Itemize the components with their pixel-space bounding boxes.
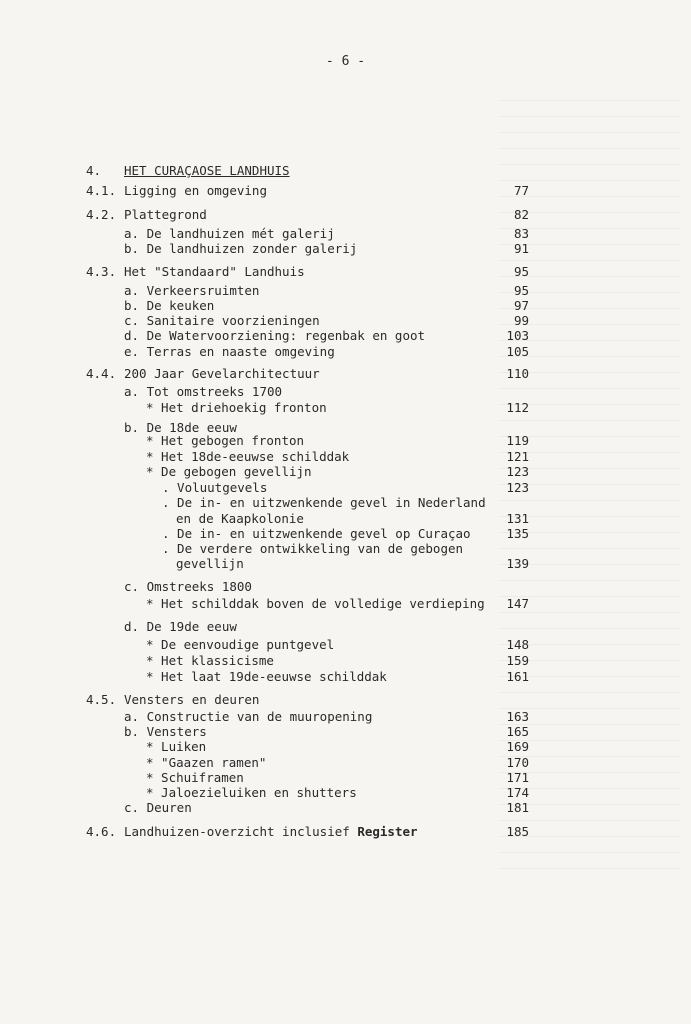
toc-page-number: 119 [506, 433, 529, 448]
toc-title [162, 480, 267, 496]
toc-section-number: 4.5. [86, 692, 117, 707]
toc-title [124, 692, 259, 708]
toc-title [146, 596, 485, 612]
toc-title-text: Ligging en omgeving [124, 183, 267, 198]
toc-page-number: 171 [506, 770, 529, 785]
toc-page-number: 83 [513, 226, 529, 241]
toc-title [146, 669, 387, 685]
toc-title-text: b. Vensters [124, 724, 207, 739]
toc-title [124, 328, 425, 344]
toc-title-text: 200 Jaar Gevelarchitectuur [124, 366, 320, 381]
toc-page-number: 161 [506, 669, 529, 684]
toc-title [146, 637, 334, 653]
toc-page-number: 123 [506, 480, 529, 495]
toc-title-text: b. De landhuizen zonder galerij [124, 241, 358, 256]
toc-title-text: a. Tot omstreeks 1700 [124, 384, 283, 399]
toc-title-text: * De eenvoudige puntgevel [146, 637, 335, 652]
toc-title-text: * Het klassicisme [146, 653, 274, 668]
toc-page-number: 121 [506, 449, 529, 464]
toc-title-text: d. De 19de eeuw [124, 619, 237, 634]
toc-title-text: * "Gaazen ramen" [146, 755, 267, 770]
toc-title [162, 526, 471, 542]
toc-page-number: 139 [506, 556, 529, 571]
toc-title-text: Het "Standaard" Landhuis [124, 264, 305, 279]
toc-title [124, 298, 214, 314]
toc-title [146, 739, 206, 755]
toc-page-number: 165 [506, 724, 529, 739]
toc-title-text: c. Deuren [124, 800, 192, 815]
toc-page-number: 169 [506, 739, 529, 754]
toc-page-number: 105 [506, 344, 529, 359]
toc-title-text: * Jaloezieluiken en shutters [146, 785, 357, 800]
toc-title-text: a. Constructie van de muuropening [124, 709, 373, 724]
toc-title [124, 163, 290, 179]
toc-title [146, 653, 274, 669]
page-number: - 6 - [325, 54, 366, 69]
toc-title-text: . Voluutgevels [162, 480, 268, 495]
toc-page-number: 148 [506, 637, 529, 652]
toc-title-text: a. De landhuizen mét galerij [124, 226, 335, 241]
toc-title [146, 785, 357, 801]
toc-title [124, 207, 207, 223]
toc-title-text: * Luiken [146, 739, 207, 754]
toc-title-text: e. Terras en naaste omgeving [124, 344, 335, 359]
toc-title-text: * Het laat 19de-eeuwse schilddak [146, 669, 387, 684]
toc-title-text: a. Verkeersruimten [124, 283, 260, 298]
toc-page-number: 131 [506, 511, 529, 526]
toc-section-number: 4.1. [86, 183, 117, 198]
toc-title [176, 511, 304, 527]
toc-title [124, 384, 282, 400]
toc-title-text: . De in- en uitzwenkende gevel op Curaçao [162, 526, 471, 541]
toc-page-number: 82 [513, 207, 529, 222]
toc-title [124, 824, 418, 840]
toc-title [124, 709, 372, 725]
toc-section-number: 4.4. [86, 366, 117, 381]
toc-title-text: b. De 18de eeuw [124, 420, 237, 435]
toc-title-text: d. De Watervoorziening: regenbak en goot [124, 328, 426, 343]
toc-title [162, 495, 486, 511]
toc-page-number: 97 [513, 298, 529, 313]
toc-title-text: b. De keuken [124, 298, 215, 313]
toc-title [124, 226, 335, 242]
toc-page-number: 147 [506, 596, 529, 611]
toc-title-text: * De gebogen gevellijn [146, 464, 312, 479]
toc-page-number: 163 [506, 709, 529, 724]
toc-title [124, 313, 320, 329]
toc-title-text: * Het 18de-eeuwse schilddak [146, 449, 350, 464]
toc-title-text: * Het gebogen fronton [146, 433, 305, 448]
toc-section-number: 4.2. [86, 207, 117, 222]
toc-title-text: en de Kaapkolonie [176, 511, 304, 526]
toc-title-text: Vensters en deuren [124, 692, 260, 707]
toc-title-text: . De in- en uitzwenkende gevel in Nederland [162, 495, 486, 510]
toc-title-text: Plattegrond [124, 207, 207, 222]
toc-title [124, 283, 259, 299]
toc-title [146, 770, 244, 786]
toc-title [124, 241, 357, 257]
toc-title [124, 579, 252, 595]
toc-page-number: 185 [506, 824, 529, 839]
toc-page-number: 95 [513, 264, 529, 279]
toc-page-number: 135 [506, 526, 529, 541]
toc-title-text: * Het driehoekig fronton [146, 400, 327, 415]
toc-title [146, 755, 266, 771]
toc-page-number: 99 [513, 313, 529, 328]
toc-page-number: 91 [513, 241, 529, 256]
toc-page-number: 174 [506, 785, 529, 800]
toc-title [124, 619, 237, 635]
toc-title-text: * Schuiframen [146, 770, 244, 785]
toc-title [146, 433, 304, 449]
toc-title [124, 264, 305, 280]
toc-page-number: 170 [506, 755, 529, 770]
toc-page-number: 112 [506, 400, 529, 415]
toc-title [124, 724, 207, 740]
toc-section-number: 4.3. [86, 264, 117, 279]
toc-title [124, 183, 267, 199]
toc-page-number: 123 [506, 464, 529, 479]
toc-title-text: HET CURAÇAOSE LANDHUIS [124, 163, 290, 178]
toc-page-number: 110 [506, 366, 529, 381]
toc-title [146, 464, 312, 480]
toc-title [176, 556, 244, 572]
toc-title [124, 366, 320, 382]
toc-title [124, 344, 335, 360]
toc-page-number: 77 [513, 183, 529, 198]
toc-page-number: 181 [506, 800, 529, 815]
toc-page-number: 103 [506, 328, 529, 343]
toc-title [146, 449, 349, 465]
toc-title-text: . De verdere ontwikkeling van de gebogen [162, 541, 464, 556]
toc-title [124, 800, 192, 816]
toc-title-text: * Het schilddak boven de volledige verdieping [146, 596, 485, 611]
toc-section-number: 4. [86, 163, 102, 178]
toc-title [146, 400, 327, 416]
toc-title-text: Landhuizen-overzicht inclusief [124, 824, 350, 839]
toc-title [162, 541, 463, 557]
toc-section-number: 4.6. [86, 824, 117, 839]
toc-title-text: gevellijn [176, 556, 244, 571]
toc-title-bold: Register [357, 824, 418, 839]
toc-title-text: c. Sanitaire voorzieningen [124, 313, 320, 328]
toc-page-number: 159 [506, 653, 529, 668]
toc-page-number: 95 [513, 283, 529, 298]
toc-title-text: c. Omstreeks 1800 [124, 579, 252, 594]
